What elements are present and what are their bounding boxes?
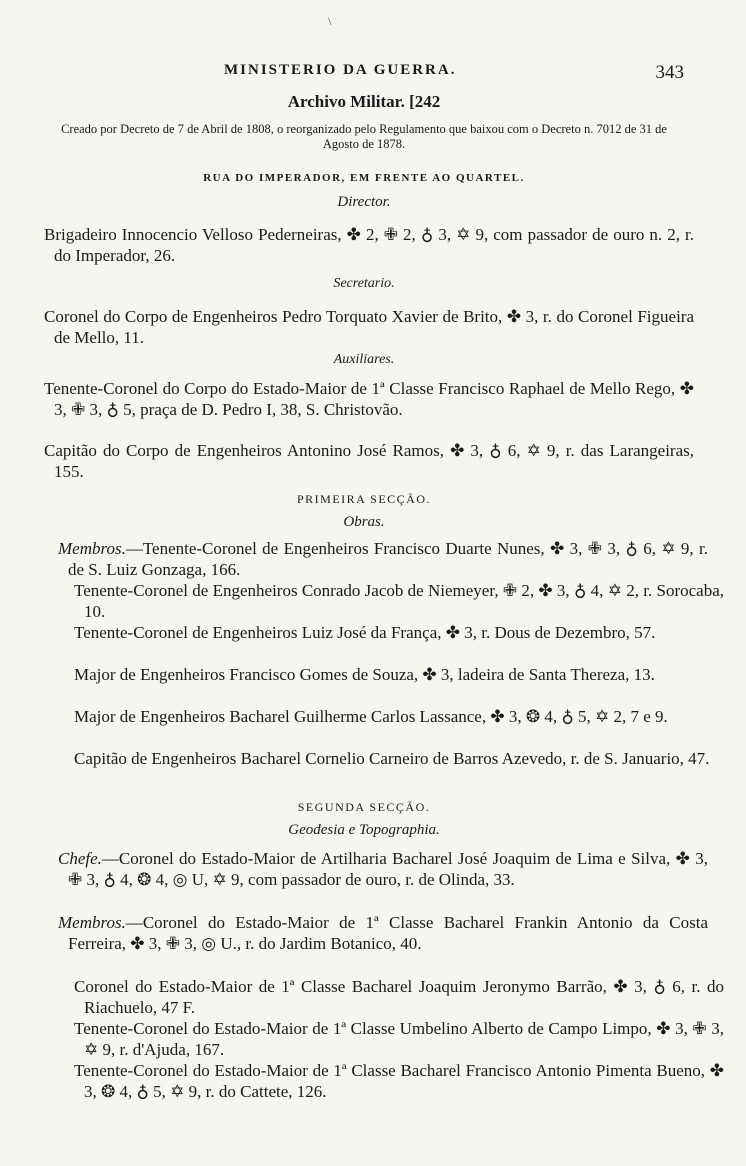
member-entry: Tenente-Coronel do Estado-Maior de 1ª Classe Umbelino Alberto de Campo Limpo, ✤ 3, ✙ 3, ✡ 9, r. d'Ajuda, 167. [74,1019,724,1059]
address-line: RUA DO IMPERADOR, EM FRENTE AO QUARTEL. [203,172,525,184]
page-header [44,62,684,86]
members-label: Membros. [58,913,126,932]
auxiliar-entry: Capitão do Corpo de Engenheiros Antonino José Ramos, ✤ 3, ♁ 6, ✡ 9, r. das Larangeiras, 155. [44,441,694,481]
members-label: Membros. [58,539,126,558]
chefe-label: Chefe. [58,849,102,868]
chefe-text: —Coronel do Estado-Maior de Artilharia Bacharel José Joaquim de Lima e Silva, ✤ 3, ✙ 3, ♁ 4, ❂ 4, ◎ U, ✡ 9, com passador de ouro, r. de Olinda, 33. [68,849,708,889]
secretario-heading: Secretario. [333,276,395,291]
director-entry: Brigadeiro Innocencio Velloso Pederneiras, ✤ 2, ✙ 2, ♁ 3, ✡ 9, com passador de ouro n. 2, r. do Imperador, 26. [44,225,694,265]
geodesia-heading: Geodesia e Topographia. [288,822,440,838]
page-number: 343 [655,62,684,83]
member-entry [44,538,708,580]
member-entry: Tenente-Coronel de Engenheiros Luiz José da França, ✤ 3, r. Dous de Dezembro, 57. [74,623,656,642]
member-entry: Coronel do Estado-Maior de 1ª Classe Bacharel Joaquim Jeronymo Barrão, ✤ 3, ♁ 6, r. do Riachuelo, 47 F. [74,977,724,1017]
member-entry: Major de Engenheiros Bacharel Guilherme Carlos Lassance, ✤ 3, ❂ 4, ♁ 5, ✡ 2, 7 e 9. [74,707,668,726]
member-entry: Tenente-Coronel de Engenheiros Conrado Jacob de Niemeyer, ✙ 2, ✤ 3, ♁ 4, ✡ 2, r. Sorocaba, 10. [74,581,724,621]
chefe-entry [44,848,708,890]
creation-note: Creado por Decreto de 7 de Abril de 1808, o reorganizado pelo Regulamento que baixou com o Decreto n. 7012 de 31 de Agosto de 1878. [61,122,667,151]
segunda-seccao-heading: SEGUNDA SECÇÃO. [297,800,431,814]
auxiliares-heading: Auxiliares. [333,352,395,367]
director-heading: Director. [337,194,391,210]
secretario-entry: Coronel do Corpo de Engenheiros Pedro Torquato Xavier de Brito, ✤ 3, r. do Coronel Figueira de Mello, 11. [44,307,694,347]
obras-heading: Obras. [343,514,385,530]
running-title: MINISTERIO DA GUERRA. [224,62,457,78]
primeira-seccao-heading: PRIMEIRA SECÇÃO. [296,492,432,506]
member-entry: Major de Engenheiros Francisco Gomes de Souza, ✤ 3, ladeira de Santa Thereza, 13. [74,665,655,684]
member-text: —Coronel do Estado-Maior de 1ª Classe Bacharel Frankin Antonio da Costa Ferreira, ✤ 3, ✙ 3, ◎ U., r. do Jardim Botanico, 40. [68,913,708,953]
member-entry: Tenente-Coronel do Estado-Maior de 1ª Classe Bacharel Francisco Antonio Pimenta Bueno, ✤ 3, ❂ 4, ♁ 5, ✡ 9, r. do Cattete, 126. [74,1061,724,1101]
page-mark: \ [328,14,332,28]
member-entry: Capitão de Engenheiros Bacharel Cornelio Carneiro de Barros Azevedo, r. de S. Januario, 47. [74,749,710,768]
auxiliar-entry: Tenente-Coronel do Corpo do Estado-Maior de 1ª Classe Francisco Raphael de Mello Rego, ✤ 3, ✙ 3, ♁ 5, praça de D. Pedro I, 38, S. Christovão. [44,379,694,419]
member-entry [44,912,708,954]
member-text: —Tenente-Coronel de Engenheiros Francisco Duarte Nunes, ✤ 3, ✙ 3, ♁ 6, ✡ 9, r. de S. Luiz Gonzaga, 166. [68,539,708,579]
section-title: Archivo Militar. [242 [287,92,441,111]
